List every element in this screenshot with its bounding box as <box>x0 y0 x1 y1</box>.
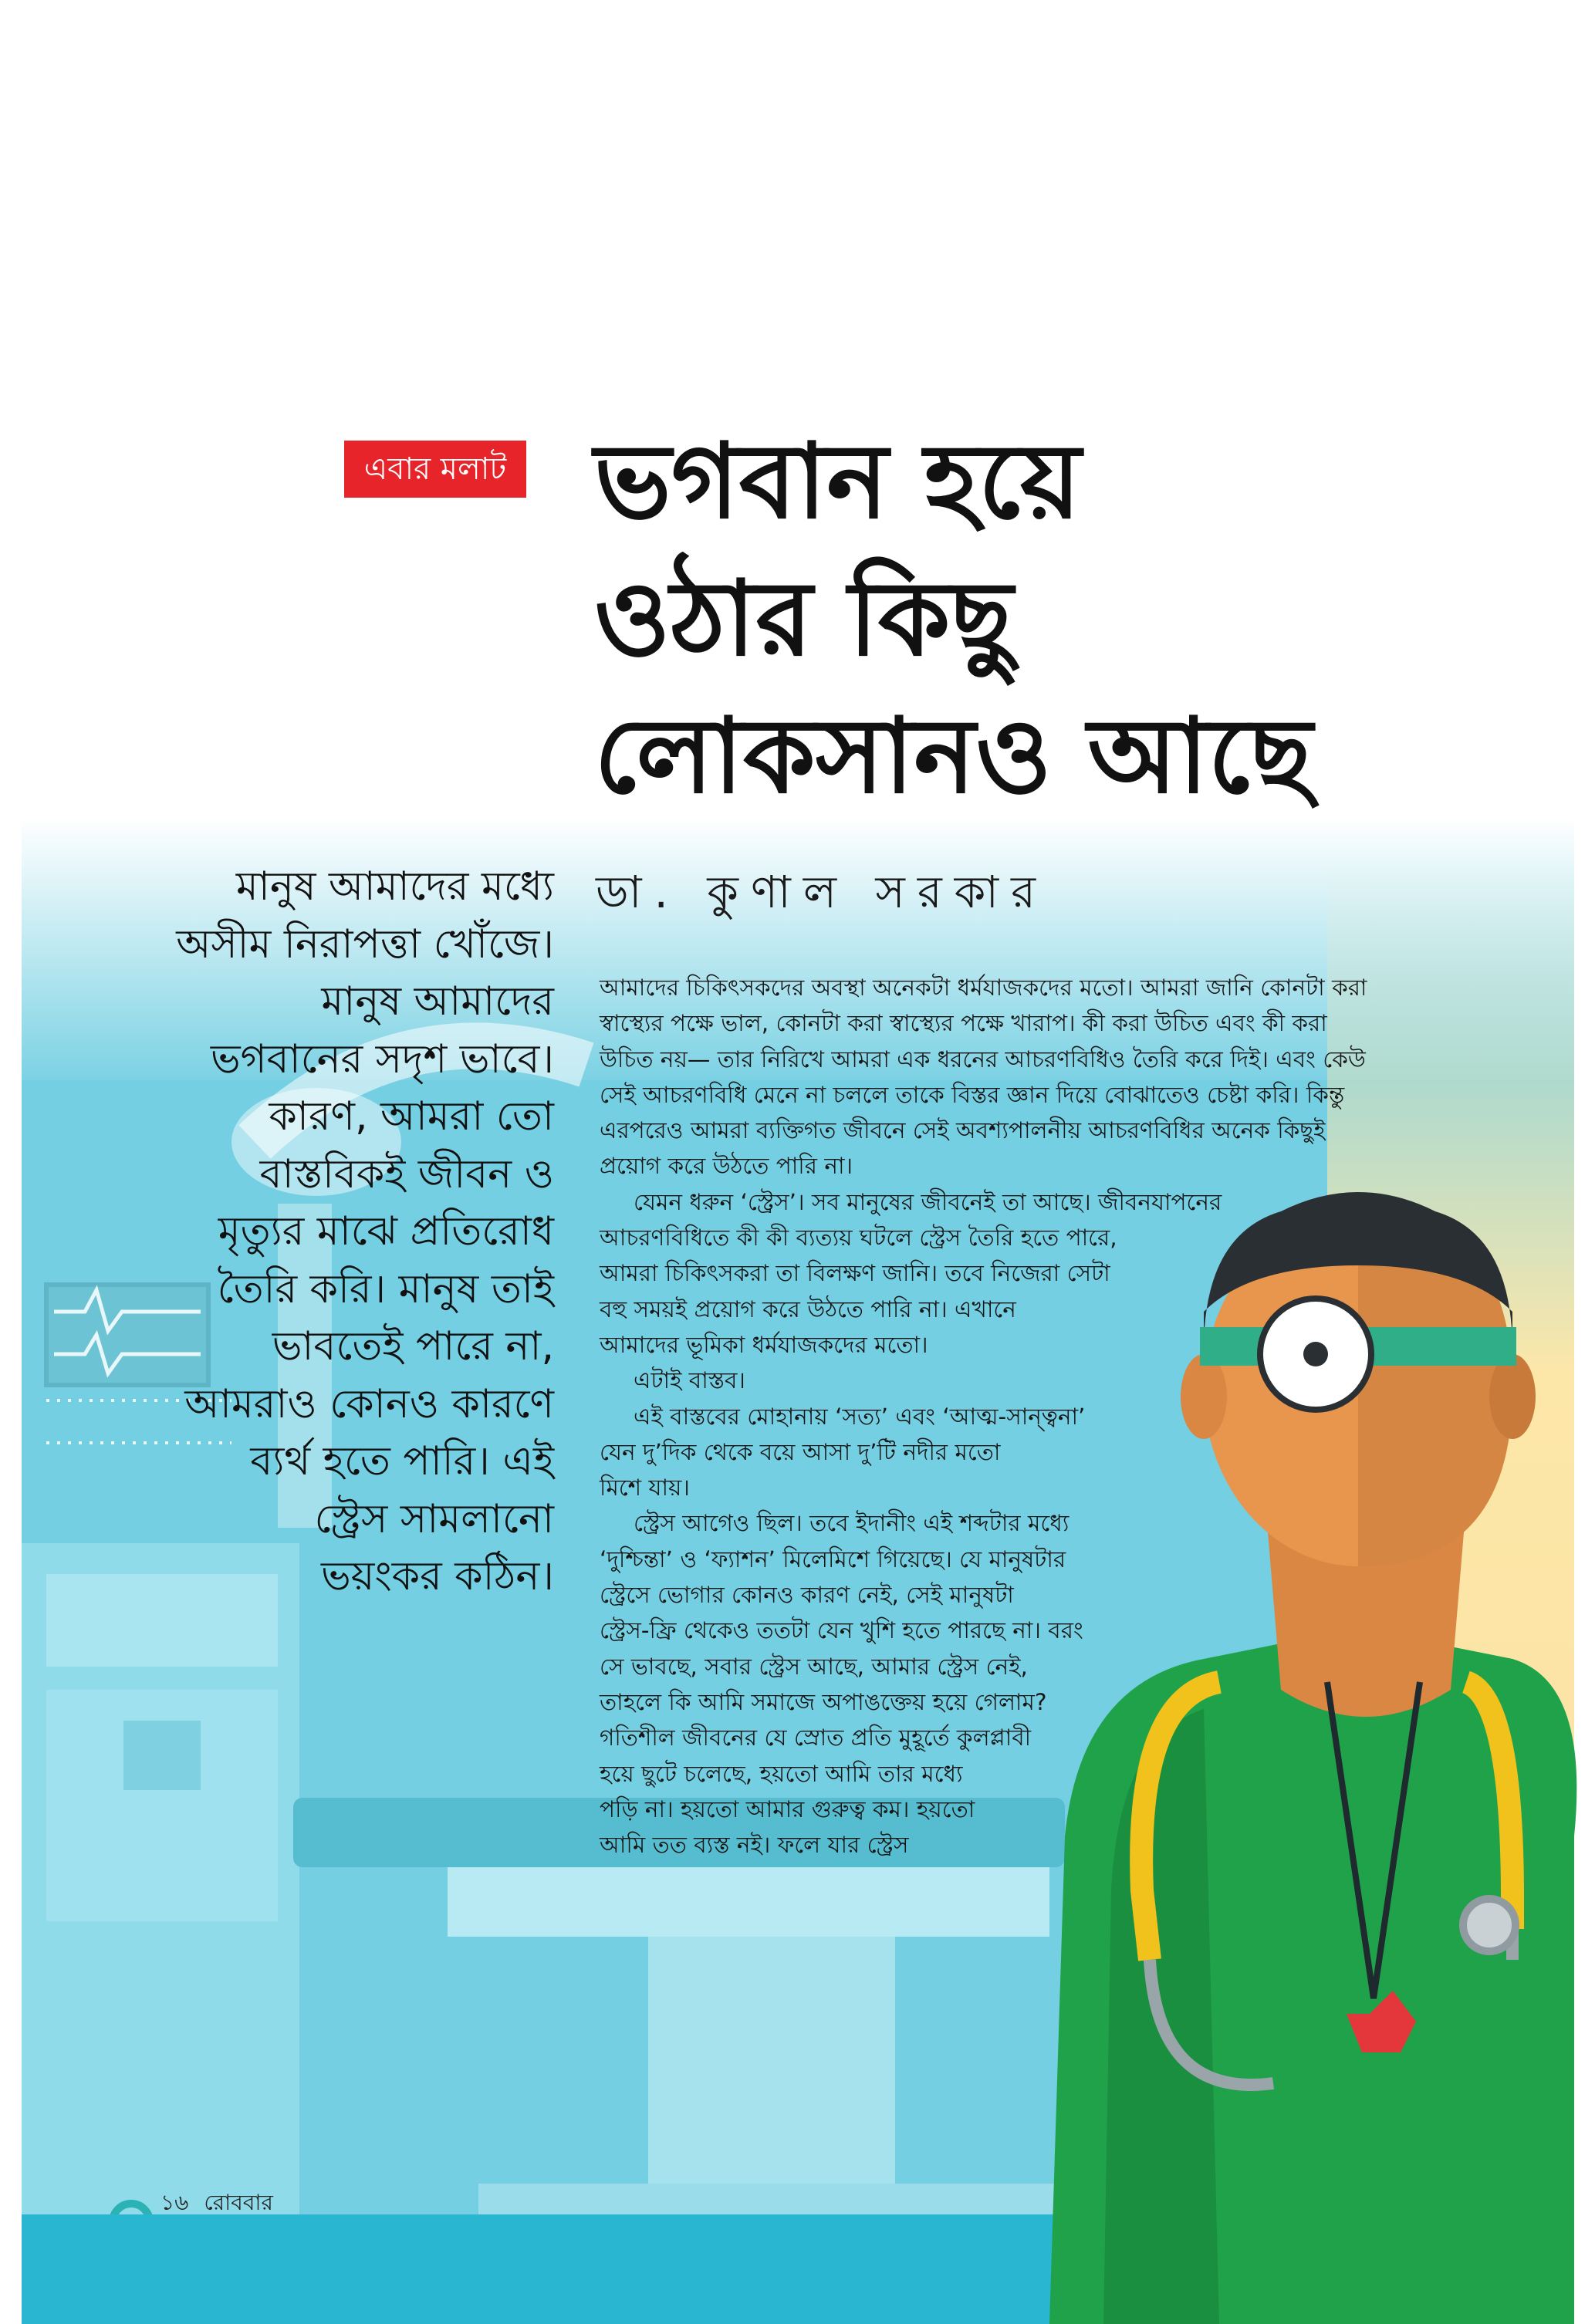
body-line: পড়ি না। হয়তো আমার গুরুত্ব কম। হয়তো <box>600 1795 975 1822</box>
body-line: হয়ে ছুটে চলেছে, হয়তো আমি তার মধ্যে <box>600 1760 963 1787</box>
body-line: মিশে যায়। <box>600 1474 690 1501</box>
pull-quote-line: ব্যর্থ হতে পারি। এই <box>250 1438 554 1485</box>
body-line: আচরণবিধিতে কী কী ব্যত্যয় ঘটলে স্ট্রেস তৈরি হতে পারে, <box>600 1224 1117 1252</box>
body-line: আমাদের চিকিৎসকদের অবস্থা অনেকটা ধর্মযাজকদের মতো। আমরা জানি কোনটা করা <box>600 975 1367 1001</box>
body-line: বহু সময়ই প্রয়োগ করে উঠতে পারি না। এখানে <box>600 1295 1016 1322</box>
pull-quote-line: মানুষ আমাদের মধ্যে <box>235 863 554 910</box>
body-line: এই বাস্তবের মোহানায় ‘সত্য’ এবং ‘আত্ম-সান্ত্বনা’ <box>634 1403 1086 1430</box>
body-line: স্ট্রেসে ভোগার কোনও কারণ নেই, সেই মানুষটা <box>600 1582 1014 1609</box>
body-line: আমরা চিকিৎসকরা তা বিলক্ষণ জানি। তবে নিজেরা সেটা <box>600 1260 1110 1287</box>
body-line: আমি তত ব্যস্ত নই। ফলে যার স্ট্রেস <box>600 1832 909 1859</box>
page-number: ১৬ <box>161 2190 189 2215</box>
folio <box>161 2186 273 2222</box>
pull-quote-line: ভয়ংকর কঠিন। <box>321 1553 554 1599</box>
magazine-name: রোববার <box>204 2190 273 2215</box>
pull-quote-line: মৃত্যুর মাঝে প্রতিরোধ <box>218 1208 554 1255</box>
body-line: এটাই বাস্তব। <box>634 1367 745 1394</box>
body-line: স্ট্রেস আগেও ছিল। তবে ইদানীং এই শব্দটার মধ্যে <box>634 1510 1070 1537</box>
pull-quote-line: তৈরি করি। মানুষ তাই <box>217 1265 554 1312</box>
body-line: সে ভাবছে, সবার স্ট্রেস আছে, আমার স্ট্রেস নেই, <box>600 1653 1028 1680</box>
body-line: উচিত নয়— তার নিরিখে আমরা এক ধরনের আচরণবিধিও তৈরি করে দিই। এবং কেউ <box>600 1045 1366 1072</box>
headline-line: ভগবান হয়ে <box>594 421 1081 542</box>
body-line: যেমন ধরুন ‘স্ট্রেস’। সব মানুষের জীবনেই তা আছে। জীবনযাপনের <box>634 1188 1222 1215</box>
pull-quote-line: ভাবতেই পারে না, <box>272 1323 554 1370</box>
pull-quote <box>131 858 554 1606</box>
pull-quote-line: আমরাও কোনও কারণে <box>184 1380 554 1427</box>
author-byline: ডা. কুণাল সরকার <box>596 866 1049 918</box>
pull-quote-line: স্ট্রেস সামলানো <box>314 1495 554 1542</box>
body-line: স্বাস্থ্যের পক্ষে ভাল, কোনটা করা স্বাস্থ্যের পক্ষে খারাপ। কী করা উচিত এবং কী করা <box>600 1010 1327 1037</box>
article-body <box>600 970 1448 1863</box>
body-line: গতিশীল জীবনের যে স্রোত প্রতি মুহূর্তে কুলপ্লাবী <box>600 1724 1032 1751</box>
body-line: এরপরেও আমরা ব্যক্তিগত জীবনে সেই অবশ্যপালনীয় আচরণবিধির অনেক কিছুই <box>600 1117 1326 1144</box>
body-line: ‘দুশ্চিন্তা’ ও ‘ফ্যাশন’ মিলেমিশে গিয়েছে। যে মানুষটার <box>600 1545 1066 1572</box>
pull-quote-line: কারণ, আমরা তো <box>269 1093 554 1140</box>
pull-quote-line: মানুষ আমাদের <box>321 978 554 1025</box>
body-line: প্রয়োগ করে উঠতে পারি না। <box>600 1153 853 1180</box>
pull-quote-line: ভগবানের সদৃশ ভাবে। <box>210 1035 554 1083</box>
body-line: সেই আচরণবিধি মেনে না চললে তাকে বিস্তর জ্ঞান দিয়ে বোঝাতেও চেষ্টা করি। কিন্তু <box>600 1081 1345 1108</box>
section-tag: এবার মলাট <box>344 441 526 498</box>
headline-line: লোকসানও আছে <box>594 696 1313 816</box>
pull-quote-line: বাস্তবিকই জীবন ও <box>259 1150 554 1197</box>
headline <box>594 413 1520 825</box>
pull-quote-line: অসীম নিরাপত্তা খোঁজে। <box>176 920 554 968</box>
body-line: আমাদের ভূমিকা ধর্মযাজকদের মতো। <box>600 1331 928 1358</box>
headline-line: ওঠার কিছু <box>594 559 1013 679</box>
body-line: তাহলে কি আমি সমাজে অপাঙক্তেয় হয়ে গেলাম? <box>600 1688 1047 1715</box>
body-line: যেন দু’দিক থেকে বয়ে আসা দু’টি নদীর মতো <box>600 1438 1001 1465</box>
body-line: স্ট্রেস-ফ্রি থেকেও ততটা যেন খুশি হতে পারছে না। বরং <box>600 1617 1083 1644</box>
